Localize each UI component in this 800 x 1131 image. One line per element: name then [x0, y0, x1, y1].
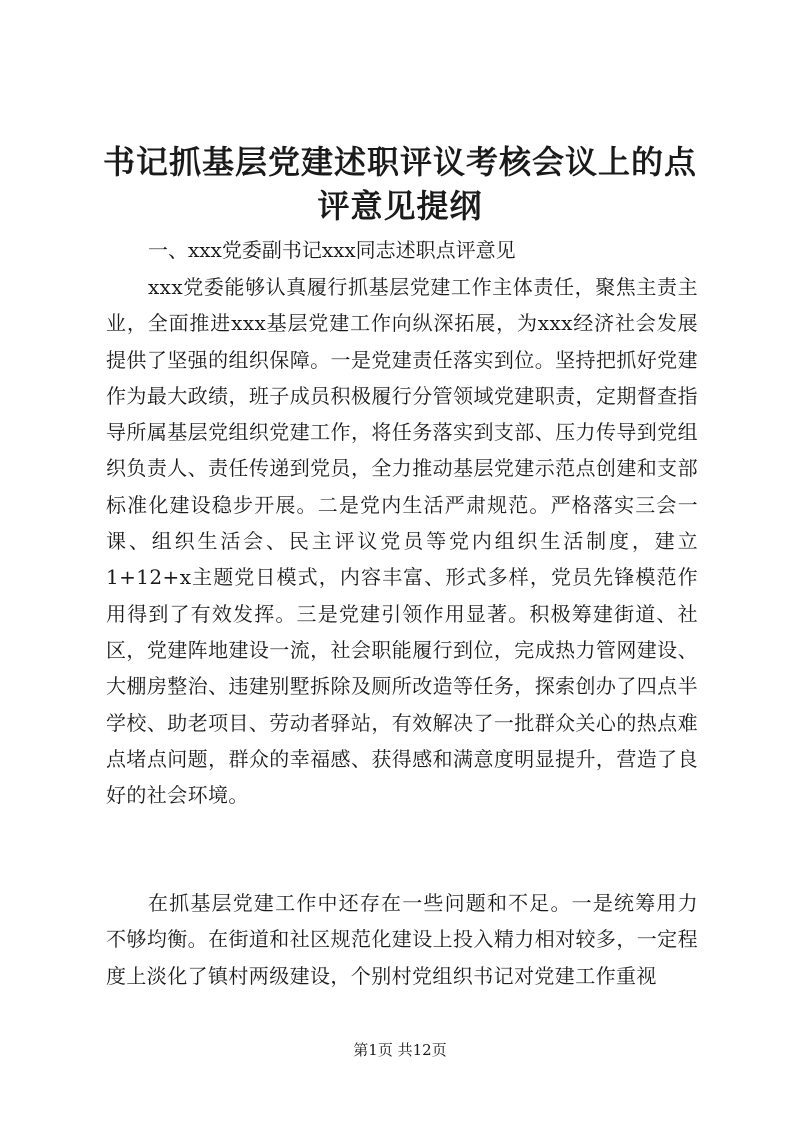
- body-paragraph-1: xxx党委能够认真履行抓基层党建工作主体责任，聚焦主责主业，全面推进xxx基层党建工作向纵深拓展，为xxx经济社会发展提供了坚强的组织保障。一是党建责任落实到位。坚持把抓好党建作为最大政绩，班子成员积极履行分管领域党建职责，定期督查指导所属基层党组织党建工作，将任务落实到支部、压力传导到党组织负责人、责任传递到党员，全力推动基层党建示范点创建和支部标准化建设稳步开展。二是党内生活严肃规范。严格落实三会一课、组织生活会、民主评议党员等党内组织生活制度，建立1+12+x主题党日模式，内容丰富、形式多样，党员先锋模范作用得到了有效发挥。三是党建引领作用显著。积极筹建街道、社区，党建阵地建设一流，社会职能履行到位，完成热力管网建设、大棚房整治、违建别墅拆除及厕所改造等任务，探索创办了四点半学校、助老项目、劳动者驿站，有效解决了一批群众关心的热点难点堵点问题，群众的幸福感、获得感和满意度明显提升，营造了良好的社会环境。: [106, 275, 698, 808]
- page-footer: 第1页 共12页: [353, 1041, 447, 1059]
- section-heading: 一、xxx党委副书记xxx同志述职点评意见: [148, 238, 516, 262]
- document-title: 书记抓基层党建述职评议考核会议上的点评意见提纲: [102, 143, 697, 225]
- body-paragraph-2: 在抓基层党建工作中还存在一些问题和不足。一是统筹用力不够均衡。在街道和社区规范化建设上投入精力相对较多，一定程度上淡化了镇村两级建设，个别村党组织书记对党建工作重视: [106, 891, 698, 988]
